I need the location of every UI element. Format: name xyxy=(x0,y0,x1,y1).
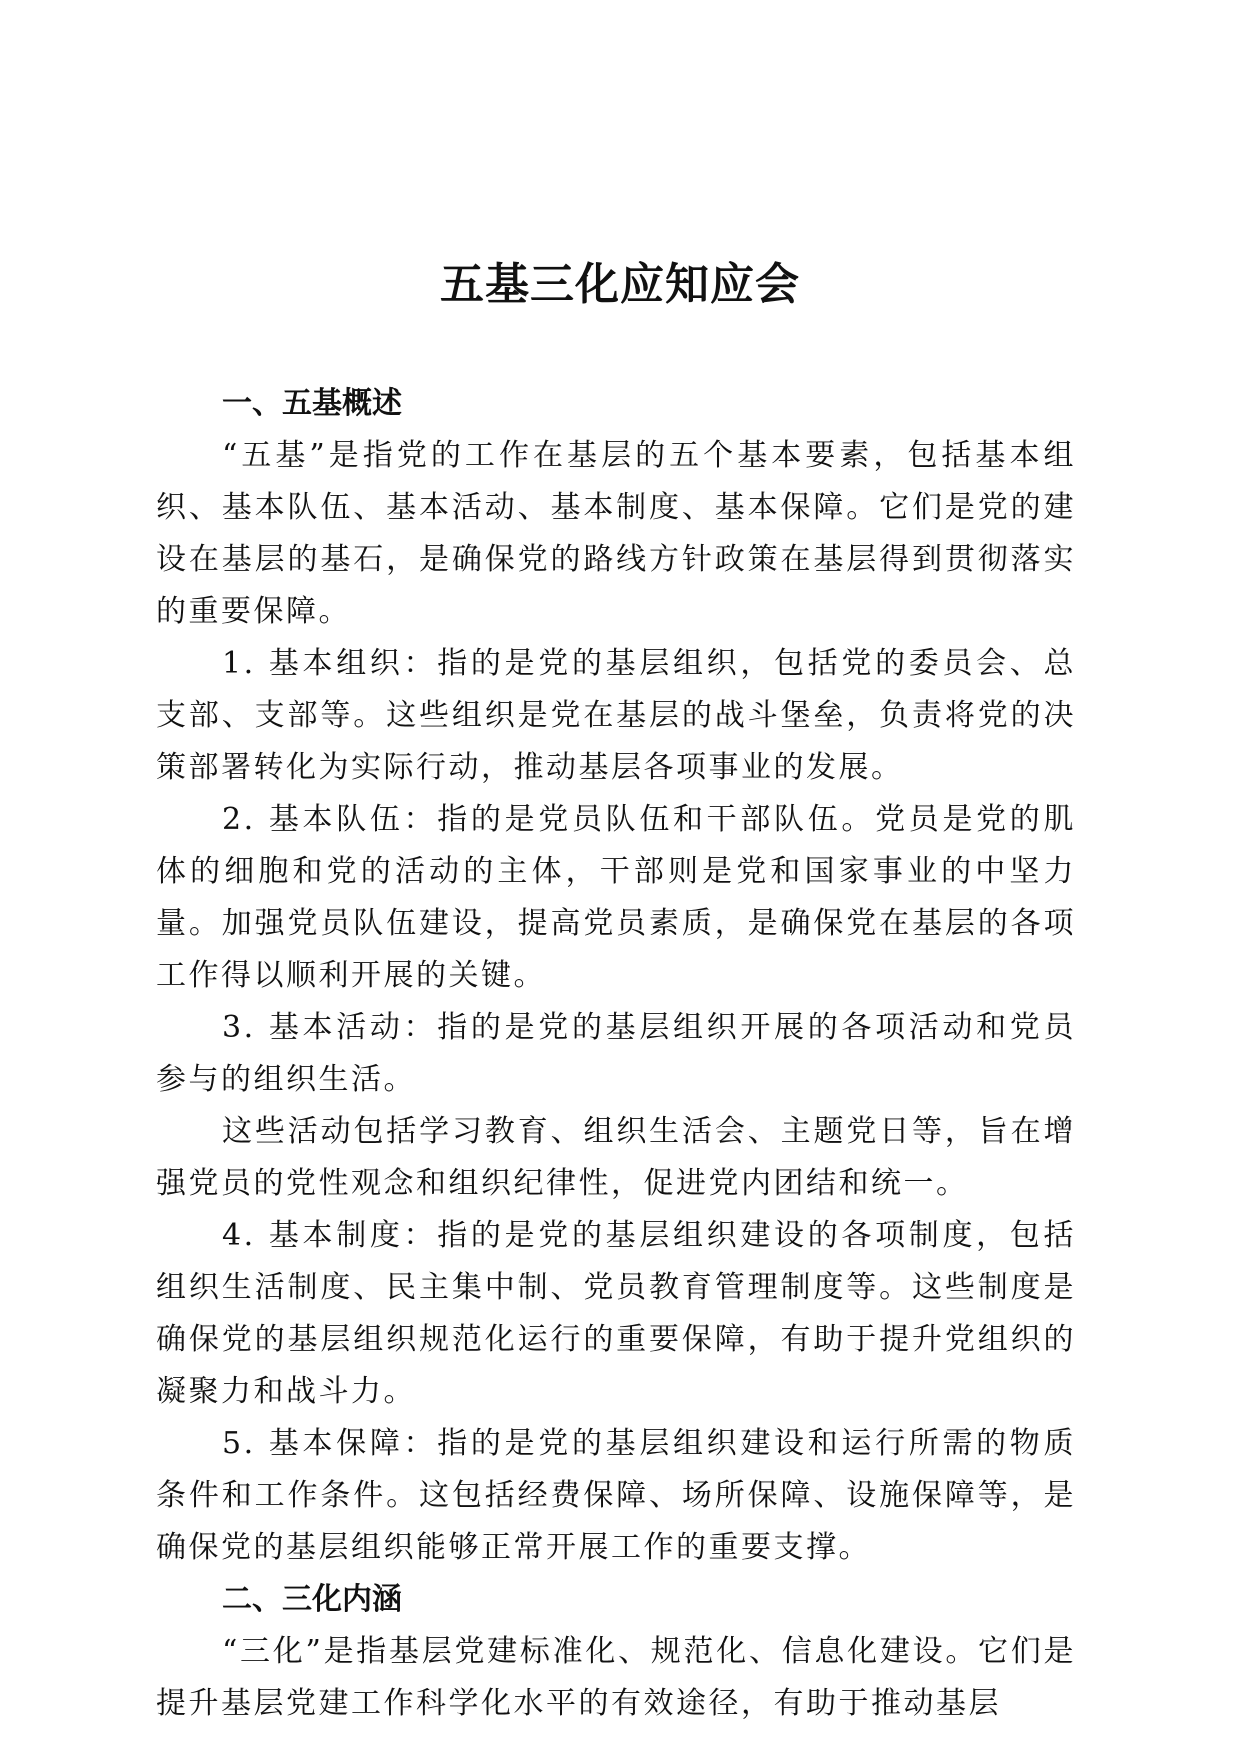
paragraph-wuji-definition: “五基”是指党的工作在基层的五个基本要素，包括基本组织、基本队伍、基本活动、基本制度、基本保障。它们是党的建设在基层的基石，是确保党的路线方针政策在基层得到贯彻落实的重要保障。 xyxy=(156,438,1076,629)
section-heading-wuji-overview: 一、五基概述 xyxy=(222,386,402,421)
paragraph-basic-team: 2. 基本队伍：指的是党员队伍和干部队伍。党员是党的肌体的细胞和党的活动的主体，干部则是党和国家事业的中坚力量。加强党员队伍建设，提高党员素质，是确保党在基层的各项工作得以顺利开展的关键。 xyxy=(156,802,1076,993)
section-heading-sanhua-meaning: 二、三化内涵 xyxy=(222,1582,402,1617)
paragraph-activity-details: 这些活动包括学习教育、组织生活会、主题党日等，旨在增强党员的党性观念和组织纪律性，促进党内团结和统一。 xyxy=(156,1114,1076,1201)
paragraph-basic-system: 4. 基本制度：指的是党的基层组织建设的各项制度，包括组织生活制度、民主集中制、党员教育管理制度等。这些制度是确保党的基层组织规范化运行的重要保障，有助于提升党组织的凝聚力和战斗力。 xyxy=(156,1218,1076,1409)
document-body xyxy=(156,378,1076,1730)
paragraph-sanhua-definition: “三化”是指基层党建标准化、规范化、信息化建设。它们是提升基层党建工作科学化水平的有效途径，有助于推动基层 xyxy=(156,1634,1076,1721)
document-title: 五基三化应知应会 xyxy=(440,259,800,310)
paragraph-basic-organization: 1. 基本组织：指的是党的基层组织，包括党的委员会、总支部、支部等。这些组织是党在基层的战斗堡垒，负责将党的决策部署转化为实际行动，推动基层各项事业的发展。 xyxy=(156,646,1076,785)
paragraph-basic-activity: 3. 基本活动：指的是党的基层组织开展的各项活动和党员参与的组织生活。 xyxy=(156,1010,1076,1097)
paragraph-basic-guarantee: 5. 基本保障：指的是党的基层组织建设和运行所需的物质条件和工作条件。这包括经费保障、场所保障、设施保障等，是确保党的基层组织能够正常开展工作的重要支撑。 xyxy=(156,1426,1076,1565)
